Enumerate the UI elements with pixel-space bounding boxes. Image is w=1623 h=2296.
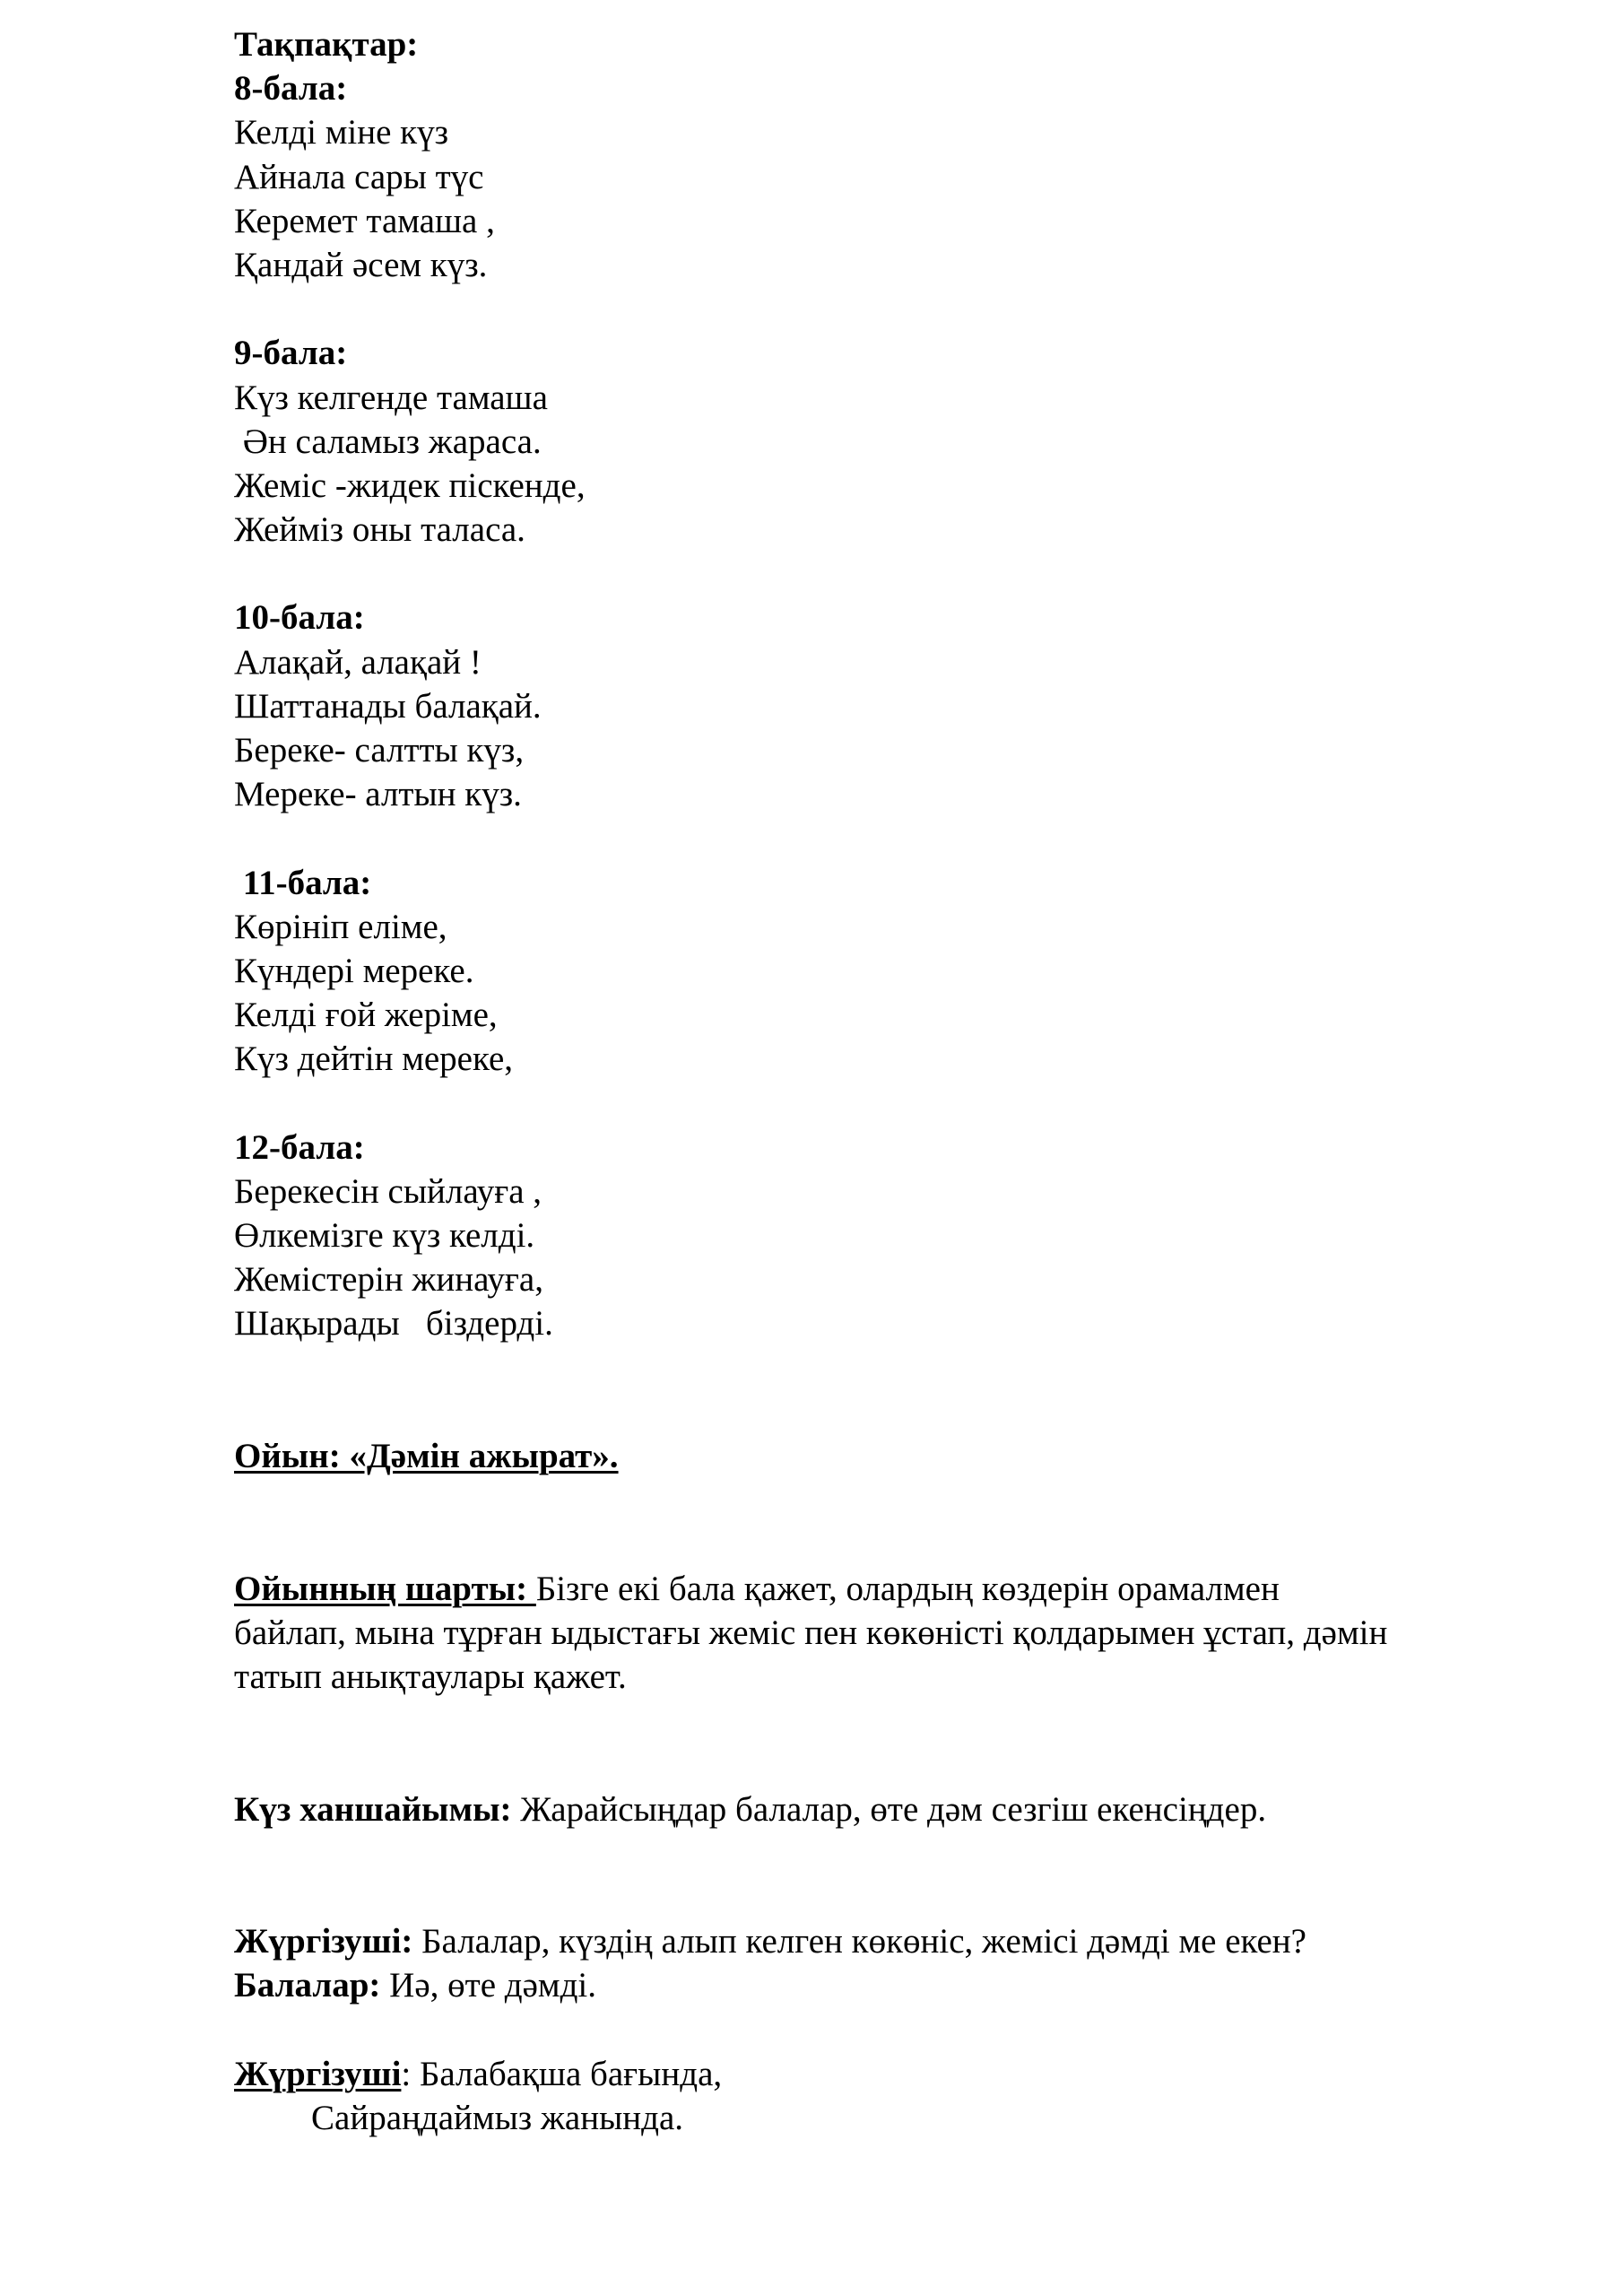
dialogue-kids <box>234 1963 1543 2007</box>
poem-line: Мереке- алтын күз. <box>234 775 522 814</box>
speaker: Балалар: <box>234 1966 381 2005</box>
poem-12 <box>234 1126 1543 1346</box>
dialogue-host <box>234 1919 1543 1963</box>
poem-line: Күз дейтін мереке, <box>234 1039 514 1079</box>
poem-line: Ән саламыз жараса. <box>234 422 542 461</box>
speaker: Күз ханшайымы: <box>234 1789 512 1829</box>
rules-text: Бізге екі бала қажет, олардың көздерін орамалмен <box>535 1569 1280 1608</box>
rules-label: Ойынның шарты: <box>234 1569 536 1608</box>
poem-heading: 9-бала: <box>234 334 348 373</box>
poem-line: Жемістерін жинауға, <box>234 1260 543 1300</box>
poem-line: Береке- салтты күз, <box>234 731 525 770</box>
speech: Жарайсыңдар балалар, өте дәм сезгіш екенсіңдер. <box>511 1789 1267 1829</box>
poem-line: Берекесін сыйлауға , <box>234 1171 542 1211</box>
poem-8 <box>234 66 1543 287</box>
poem-heading: 11-бала: <box>234 863 372 902</box>
poem-line: Алақай, алақай ! <box>234 642 482 682</box>
poem-line: Айнала сары түс <box>234 157 484 196</box>
game-rules <box>234 1567 1543 1700</box>
speech-line: Сайраңдаймыз жанында. <box>311 2098 684 2137</box>
document-page <box>234 22 1543 2140</box>
section-title: Тақпақтар: <box>234 25 419 64</box>
poem-heading: 12-бала: <box>234 1127 365 1167</box>
poem-line: Керемет тамаша , <box>234 201 495 240</box>
speaker: Жүргізуші <box>234 2054 402 2093</box>
poem-line: Жейміз оны таласа. <box>234 510 525 550</box>
poem-line: Шақырады біздерді. <box>234 1304 553 1344</box>
dialogue-queen <box>234 1787 1543 1831</box>
dialogue-host-2 <box>234 2052 1543 2096</box>
speech: Балалар, күздің алып келген көкөніс, жемісі дәмді ме екен? <box>412 1922 1306 1961</box>
game-title: Ойын: «Дәмін ажырат». <box>234 1437 619 1475</box>
rules-text: татып анықтаулары қажет. <box>234 1657 627 1696</box>
poem-line: Шаттанады балақай. <box>234 686 542 726</box>
speech: : Балабақша бағында, <box>401 2054 723 2093</box>
poem-line: Қандай әсем күз. <box>234 245 488 284</box>
poem-line: Өлкемізге күз келді. <box>234 1216 535 1256</box>
poem-line: Күндері мереке. <box>234 951 474 990</box>
rules-text: байлап, мына тұрған ыдыстағы жеміс пен көкөністі қолдарымен ұстап, дәмін <box>234 1613 1388 1652</box>
speaker: Жүргізуші: <box>234 1922 413 1961</box>
poem-10 <box>234 596 1543 816</box>
poem-line: Келді міне күз <box>234 113 449 152</box>
poem-line: Көрініп еліме, <box>234 907 447 946</box>
poem-line: Келді ғой жеріме, <box>234 996 498 1035</box>
poem-11 <box>234 861 1543 1082</box>
poem-line: Күз келгенде тамаша <box>234 378 548 417</box>
speech: Иә, өте дәмді. <box>380 1966 597 2005</box>
poem-heading: 10-бала: <box>234 598 365 638</box>
poem-line: Жеміс -жидек піскенде, <box>234 465 586 505</box>
poem-9 <box>234 331 1543 552</box>
poem-heading: 8-бала: <box>234 69 348 109</box>
